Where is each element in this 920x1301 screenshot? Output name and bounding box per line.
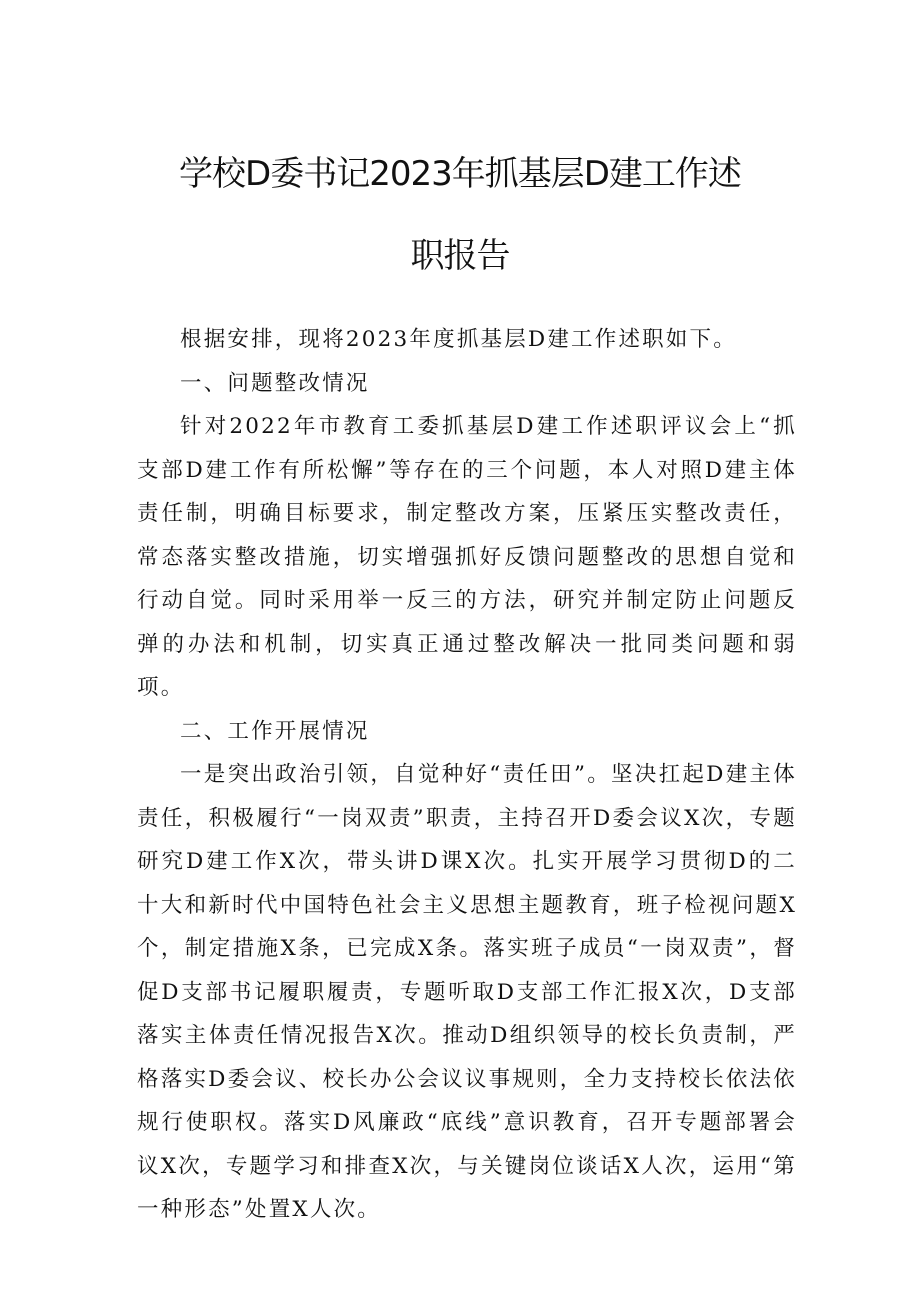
- document-title-line-1: 学校D委书记2023年抓基层D建工作述: [179, 154, 741, 194]
- document-body: [137, 318, 797, 1232]
- section-heading-2: 二、工作开展情况: [180, 718, 370, 744]
- section-1-paragraph: 针对2022年市教育工委抓基层D建工作述职评议会上“抓支部D建工作有所松懈”等存在的三个问题，本人对照D建主体责任制，明确目标要求，制定整改方案，压紧压实整改责任，常态落实整改措施，切实增强抓好反馈问题整改的思想自觉和行动自觉。同时采用举一反三的方法，研究并制定防止问题反弹的办法和机制，切实真正通过整改解决一批同类问题和弱项。: [137, 414, 797, 700]
- section-2-paragraph: 一是突出政治引领，自觉种好“责任田”。坚决扛起D建主体责任，积极履行“一岗双责”职责，主持召开D委会议X次，专题研究D建工作X次，带头讲D课X次。扎实开展学习贯彻D的二十大和新时代中国特色社会主义思想主题教育，班子检视问题X个，制定措施X条，已完成X条。落实班子成员“一岗双责”，督促D支部书记履职履责，专题听取D支部工作汇报X次，D支部落实主体责任情况报告X次。推动D组织领导的校长负责制，严格落实D委会议、校长办公会议议事规则，全力支持校长依法依规行使职权。落实D风廉政“底线”意识教育，召开专题部署会议X次，专题学习和排查X次，与关键岗位谈话X人次，运用“第一种形态”处置X人次。: [137, 762, 797, 1222]
- section-heading-1: 一、问题整改情况: [180, 370, 370, 396]
- intro-paragraph: 根据安排，现将2023年度抓基层D建工作述职如下。: [180, 327, 737, 352]
- document-title-line-2: 职报告: [410, 236, 510, 276]
